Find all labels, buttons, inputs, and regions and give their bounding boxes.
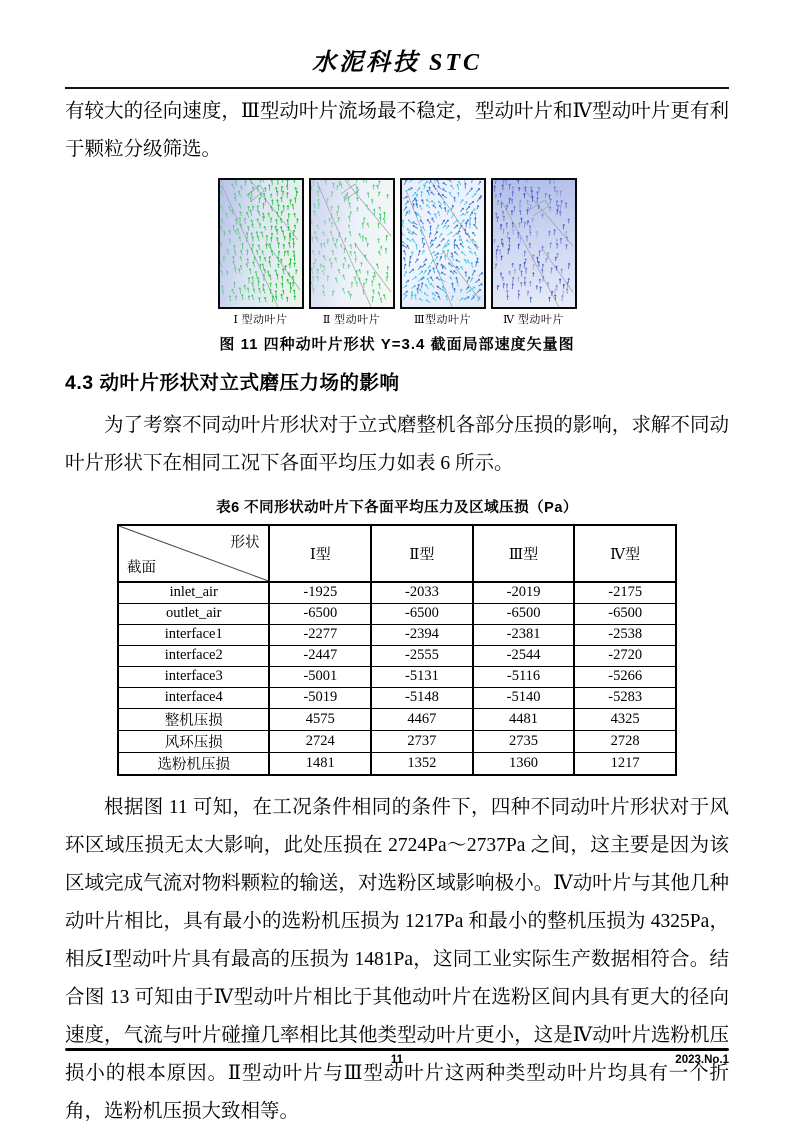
table-corner-cell <box>118 525 269 582</box>
table-cell: -2720 <box>574 645 676 666</box>
table-cell: 1217 <box>574 752 676 775</box>
table-cell: -2019 <box>473 582 575 603</box>
footer-divider <box>65 1048 729 1051</box>
row-label: interface4 <box>118 687 269 708</box>
table-cell: -5266 <box>574 666 676 687</box>
table-row <box>118 603 676 624</box>
cfd-vector-plot-type3 <box>400 178 486 309</box>
table-cell: -6500 <box>574 603 676 624</box>
table-cell: -6500 <box>371 603 473 624</box>
column-header: Ⅲ型 <box>473 525 575 582</box>
table-cell: -6500 <box>269 603 371 624</box>
table-cell: -2544 <box>473 645 575 666</box>
panel-label: Ⅰ 型动叶片 <box>233 314 288 326</box>
cfd-panel-type3 <box>400 178 486 327</box>
page-number: 11 <box>390 1054 404 1066</box>
cfd-panel-type4 <box>491 178 577 327</box>
table-cell: 1481 <box>269 752 371 775</box>
row-label: 风环压损 <box>118 730 269 752</box>
table-cell: 4325 <box>574 708 676 730</box>
table-row <box>118 752 676 775</box>
row-label: outlet_air <box>118 603 269 624</box>
table-cell: 2724 <box>269 730 371 752</box>
row-label: inlet_air <box>118 582 269 603</box>
row-label: interface3 <box>118 666 269 687</box>
table-cell: 4481 <box>473 708 575 730</box>
panel-label: Ⅳ 型动叶片 <box>503 314 564 326</box>
table-row <box>118 730 676 752</box>
table-cell: 4467 <box>371 708 473 730</box>
table-header-row <box>118 525 676 582</box>
figure-caption: 图 11 四种动叶片形状 Y=3.4 截面局部速度矢量图 <box>219 336 575 353</box>
corner-label-section: 截面 <box>127 560 156 576</box>
table-row <box>118 666 676 687</box>
row-label: interface1 <box>118 624 269 645</box>
table-cell: -2277 <box>269 624 371 645</box>
table-cell: -2175 <box>574 582 676 603</box>
table-row <box>118 708 676 730</box>
table-cell: -5116 <box>473 666 575 687</box>
table-cell: -2381 <box>473 624 575 645</box>
cfd-panel-row <box>65 178 729 327</box>
row-label: interface2 <box>118 645 269 666</box>
table-cell: -5140 <box>473 687 575 708</box>
table-cell: -1925 <box>269 582 371 603</box>
cfd-panel-type2 <box>309 178 395 327</box>
table-cell: -6500 <box>473 603 575 624</box>
table-cell: -2555 <box>371 645 473 666</box>
intro-paragraph: 有较大的径向速度，Ⅲ型动叶片流场最不稳定，型动叶片和Ⅳ型动叶片更有利于颗粒分级筛选。 <box>65 101 729 160</box>
table-cell: -5131 <box>371 666 473 687</box>
cfd-vector-plot-type1 <box>218 178 304 309</box>
table-cell: -2033 <box>371 582 473 603</box>
table-cell: -5148 <box>371 687 473 708</box>
row-label: 选粉机压损 <box>118 752 269 775</box>
table-cell: -2394 <box>371 624 473 645</box>
pressure-table <box>117 524 677 776</box>
column-header: Ⅰ型 <box>269 525 371 582</box>
table-caption: 表6 不同形状动叶片下各面平均压力及区域压损（Pa） <box>216 500 578 516</box>
table-cell: 2728 <box>574 730 676 752</box>
table-cell: -5283 <box>574 687 676 708</box>
panel-label: Ⅱ 型动叶片 <box>322 314 381 326</box>
section-paragraph: 为了考察不同动叶片形状对于立式磨整机各部分压损的影响，求解不同动叶片形状下在相同工况下各面平均压力如表 6 所示。 <box>65 415 729 474</box>
panel-label: Ⅲ型动叶片 <box>413 314 472 326</box>
header-divider <box>65 87 729 89</box>
row-label: 整机压损 <box>118 708 269 730</box>
table-cell: 1352 <box>371 752 473 775</box>
column-header: Ⅳ型 <box>574 525 676 582</box>
table-cell: 1360 <box>473 752 575 775</box>
table-cell: 4575 <box>269 708 371 730</box>
table-cell: 2737 <box>371 730 473 752</box>
section-heading: 4.3 动叶片形状对立式磨压力场的影响 <box>65 372 400 394</box>
figure-11 <box>65 178 729 354</box>
journal-title: 水泥科技 STC <box>311 50 482 76</box>
cfd-vector-plot-type4 <box>491 178 577 309</box>
table-row <box>118 582 676 603</box>
table-cell: -5001 <box>269 666 371 687</box>
table-row <box>118 624 676 645</box>
table-cell: 2735 <box>473 730 575 752</box>
issue-label: 2023.No.1 <box>675 1054 729 1066</box>
cfd-vector-plot-type2 <box>309 178 395 309</box>
table-row <box>118 687 676 708</box>
table-cell: -2447 <box>269 645 371 666</box>
discussion-paragraph: 根据图 11 可知，在工况条件相同的条件下，四种不同动叶片形状对于风环区域压损无太大影响，此处压损在 2724Pa～2737Pa 之间，这主要是因为该区域完成气流对物料颗粒的输送，对选粉区域影响极小。Ⅳ动叶片与其他几种动叶片相比，具有最小的选粉机压损为 1217Pa 和最小的整机压损为 4325Pa，相反Ⅰ型动叶片具有最高的压损为 1481Pa，这同工业实际生产数据相符合。结合图 13 可知由于Ⅳ型动叶片相比于其他动叶片在选粉区间内具有更大的径向速度，气流与叶片碰撞几率相比其他类型动叶片更小，这是Ⅳ动叶片选粉机压损小的根本原因。Ⅱ型动叶片与Ⅲ型动叶片这两种类型动叶片均具有一个折角，选粉机压损大致相等。 <box>65 796 729 1122</box>
column-header: Ⅱ型 <box>371 525 473 582</box>
page-footer <box>65 1048 729 1066</box>
table-cell: -5019 <box>269 687 371 708</box>
table-row <box>118 645 676 666</box>
corner-label-shape: 形状 <box>230 535 260 551</box>
table-cell: -2538 <box>574 624 676 645</box>
cfd-panel-type1 <box>218 178 304 327</box>
